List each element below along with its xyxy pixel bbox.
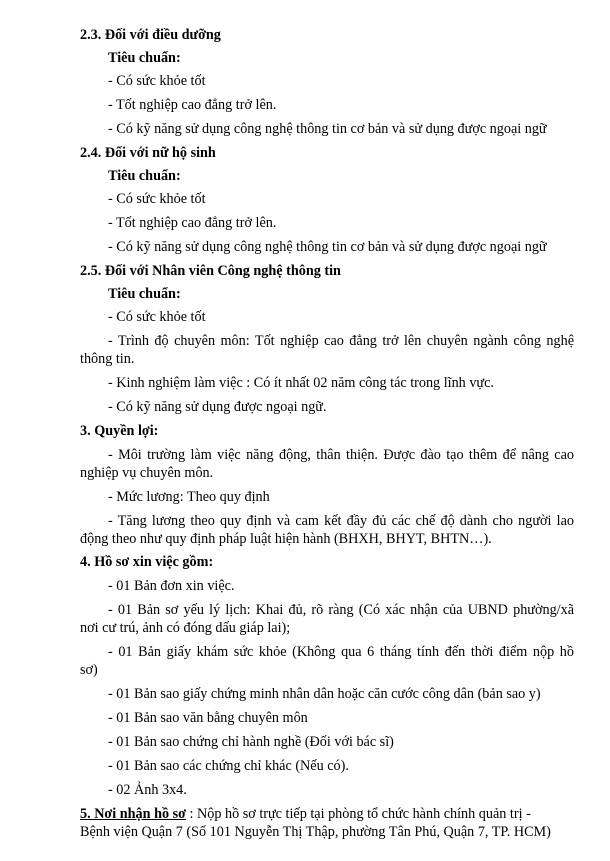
list-item: - Tốt nghiệp cao đẳng trở lên. — [108, 215, 277, 231]
list-item-continued: sơ) — [80, 662, 98, 678]
list-item: - Có sức khỏe tốt — [108, 191, 206, 207]
list-item: - Kinh nghiệm làm việc : Có ít nhất 02 năm công tác trong lĩnh vực. — [108, 375, 494, 391]
list-item: - Có sức khỏe tốt — [108, 309, 206, 325]
list-item: - Có kỹ năng sử dụng công nghệ thông tin cơ bản và sử dụng được ngoại ngữ — [108, 121, 547, 137]
receiving-place-text: : Nộp hồ sơ trực tiếp tại phòng tổ chức hành chính quản trị - — [186, 806, 531, 822]
heading-3: 3. Quyền lợi: — [80, 423, 159, 439]
list-item: - Tốt nghiệp cao đẳng trở lên. — [108, 97, 277, 113]
list-item: - 01 Bản giấy khám sức khỏe (Không qua 6 tháng tính đến thời điểm nộp hồ — [108, 644, 574, 660]
list-item: - Trình độ chuyên môn: Tốt nghiệp cao đẳng trở lên chuyên ngành công nghệ — [108, 333, 574, 349]
list-item-continued: thông tin. — [80, 351, 135, 367]
list-item: - 01 Bản đơn xin việc. — [108, 578, 235, 594]
receiving-place-label: 5. Nơi nhận hồ sơ — [80, 806, 186, 822]
list-item: - Có sức khỏe tốt — [108, 73, 206, 89]
sub-heading: Tiêu chuẩn: — [108, 168, 181, 184]
receiving-place-address: Bệnh viện Quận 7 (Số 101 Nguyễn Thị Thập, phường Tân Phú, Quận 7, TP. HCM) — [80, 824, 551, 840]
list-item-continued: nghiệp vụ chuyên môn. — [80, 465, 214, 481]
list-item: - 02 Ảnh 3x4. — [108, 782, 187, 798]
sub-heading: Tiêu chuẩn: — [108, 286, 181, 302]
heading-4: 4. Hồ sơ xin việc gồm: — [80, 554, 214, 570]
list-item: - 01 Bản sơ yếu lý lịch: Khai đủ, rõ ràng (Có xác nhận của UBND phường/xã — [108, 602, 574, 618]
list-item: - 01 Bản sao các chứng chỉ khác (Nếu có). — [108, 758, 349, 774]
list-item: - Có kỹ năng sử dụng được ngoại ngữ. — [108, 399, 327, 415]
list-item: - Môi trường làm việc năng động, thân thiện. Được đào tạo thêm để nâng cao — [108, 447, 574, 463]
list-item: - 01 Bản sao văn bằng chuyên môn — [108, 710, 308, 726]
list-item: - Tăng lương theo quy định và cam kết đầy đủ các chế độ dành cho người lao — [108, 513, 574, 529]
list-item: - Mức lương: Theo quy định — [108, 489, 270, 505]
receiving-place-line — [80, 805, 574, 823]
list-item-continued: nơi cư trú, ảnh có đóng dấu giáp lai); — [80, 620, 291, 636]
heading-2-4: 2.4. Đối với nữ hộ sinh — [80, 145, 216, 161]
heading-2-5: 2.5. Đối với Nhân viên Công nghệ thông tin — [80, 263, 341, 279]
list-item-continued: động theo như quy định pháp luật hiện hành (BHXH, BHYT, BHTN…). — [80, 531, 492, 547]
heading-2-3: 2.3. Đối với điều dưỡng — [80, 27, 221, 43]
list-item: - 01 Bản sao chứng chỉ hành nghề (Đối với bác sĩ) — [108, 734, 394, 750]
list-item: - 01 Bản sao giấy chứng minh nhân dân hoặc căn cước công dân (bản sao y) — [108, 686, 541, 702]
list-item: - Có kỹ năng sử dụng công nghệ thông tin cơ bản và sử dụng được ngoại ngữ — [108, 239, 547, 255]
sub-heading: Tiêu chuẩn: — [108, 50, 181, 66]
